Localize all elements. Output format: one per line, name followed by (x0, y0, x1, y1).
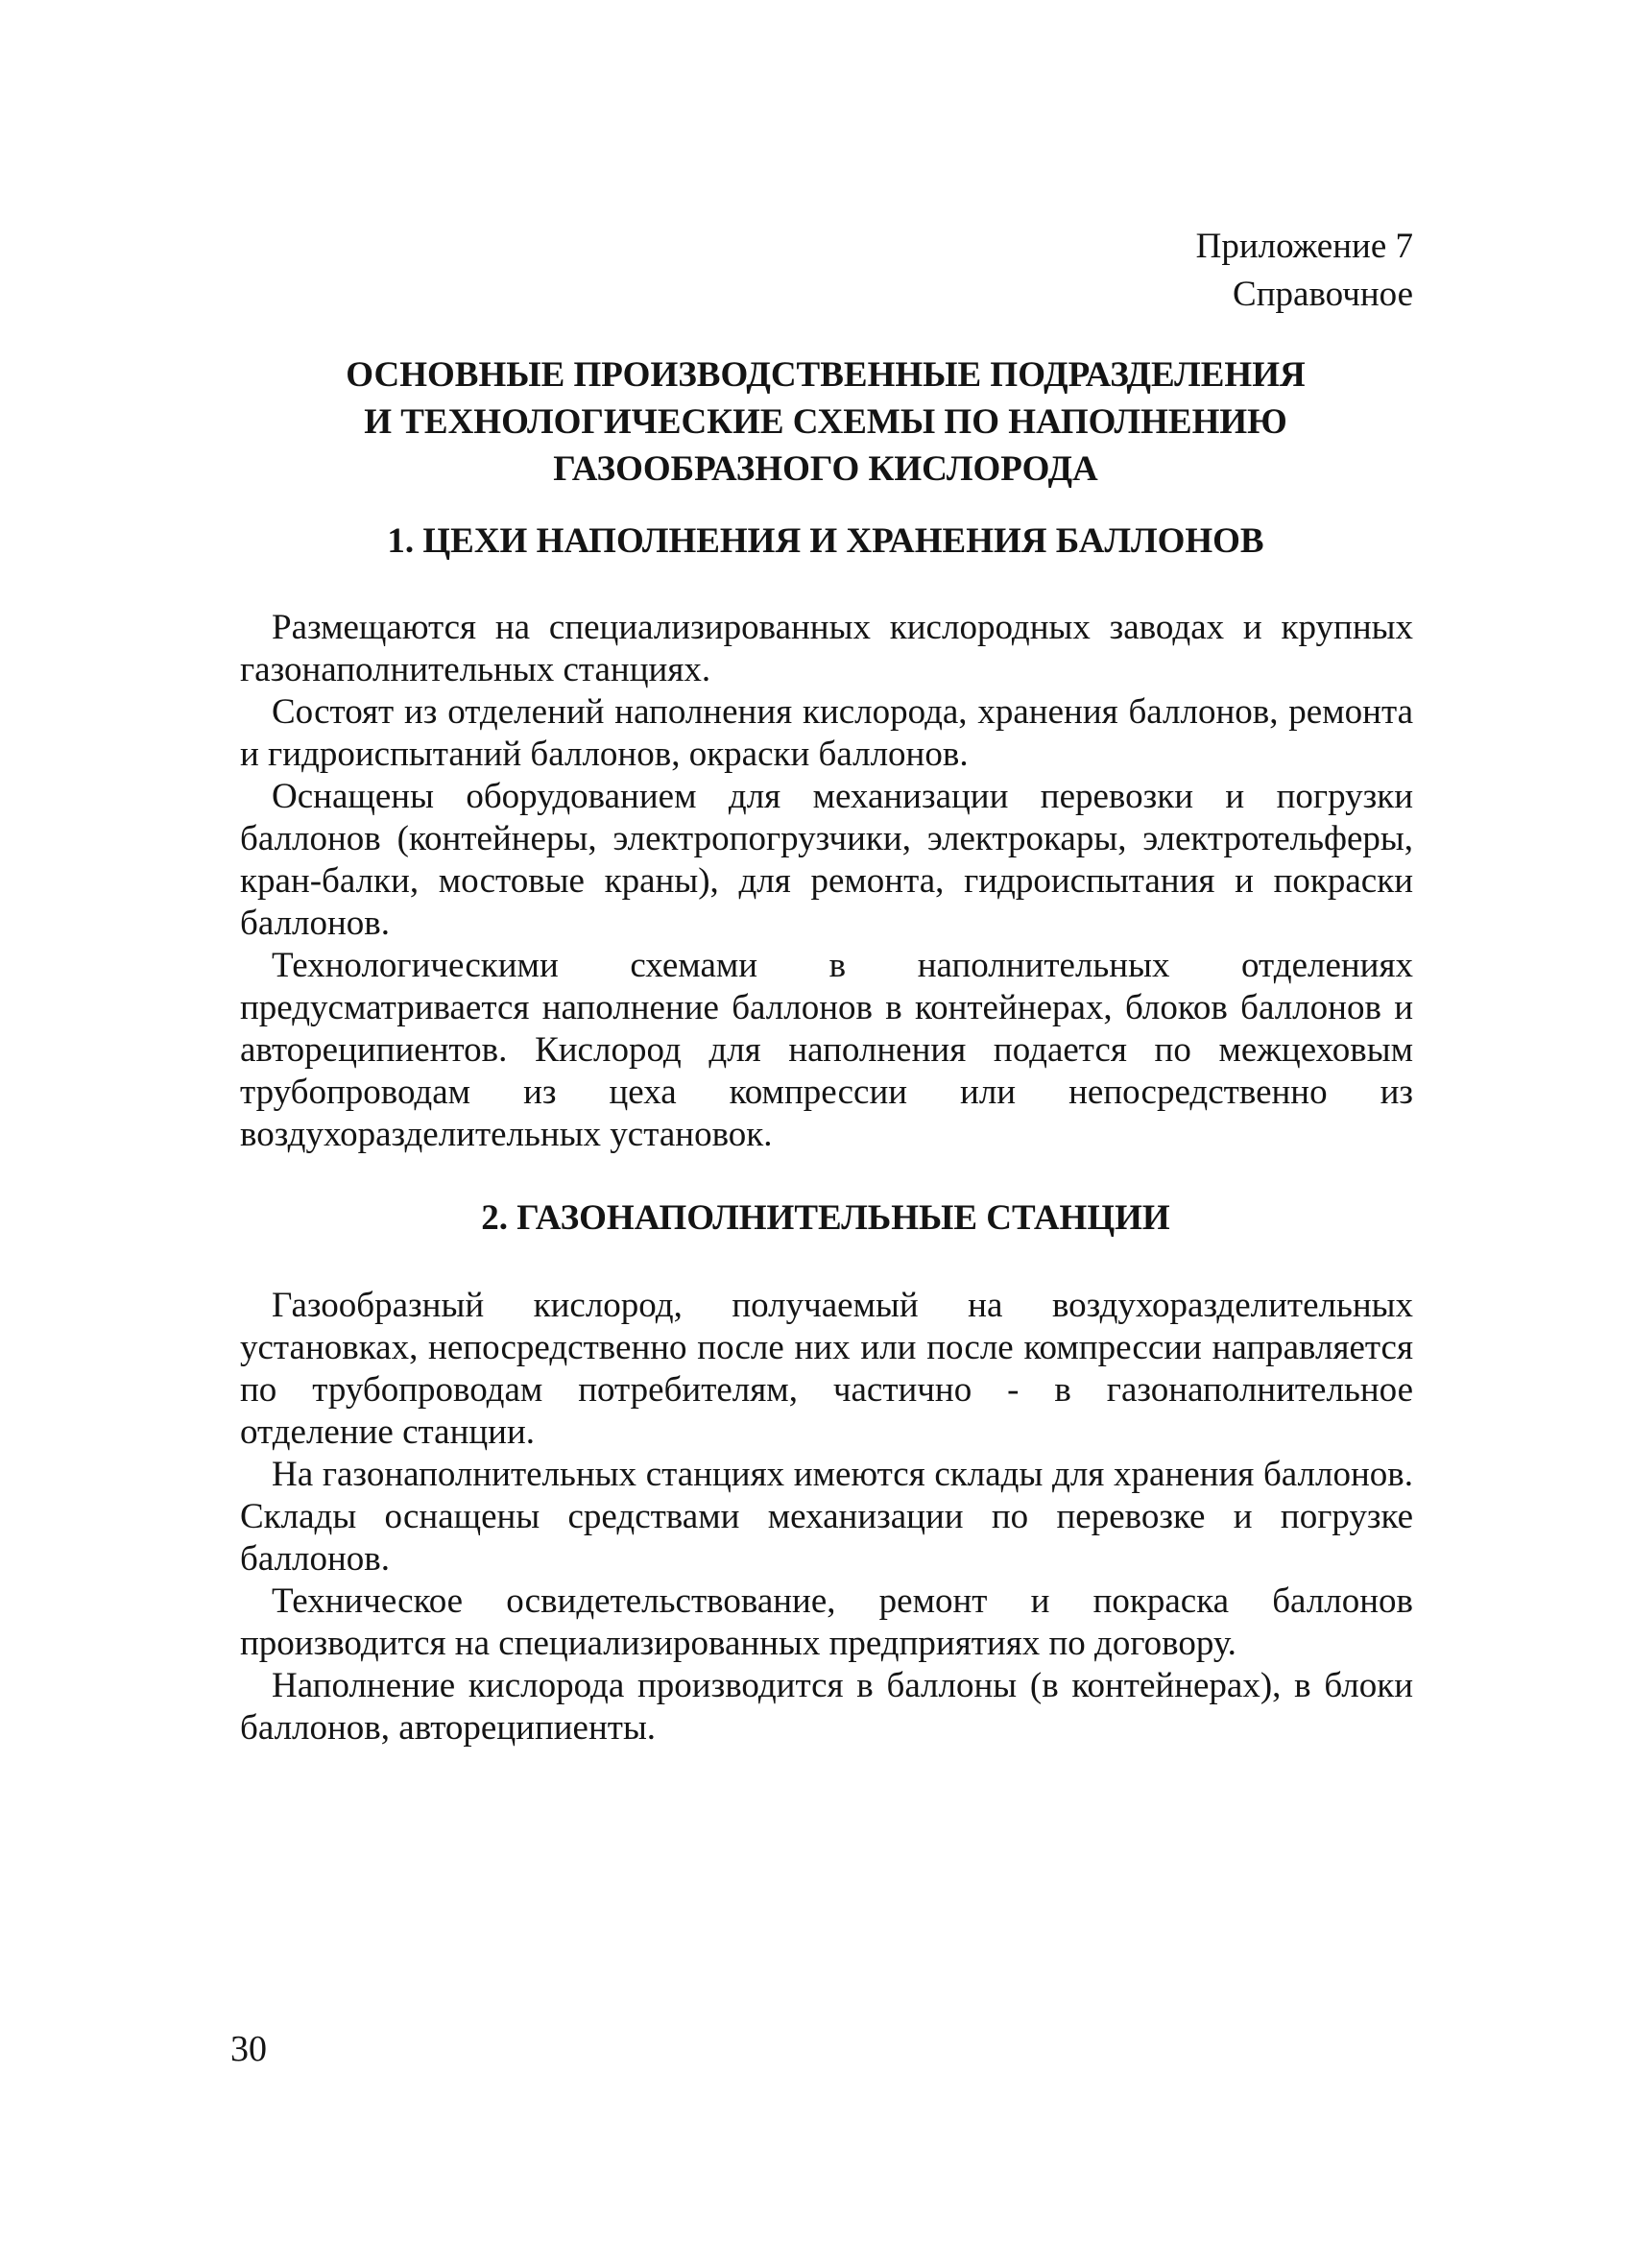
appendix-type: Справочное (1233, 275, 1413, 314)
paragraph: Состоят из отделений наполнения кислорода, хранения баллонов, ремонта и гидроиспытаний баллонов, окраски баллонов. (240, 692, 1413, 774)
section-2-heading: 2. ГАЗОНАПОЛНИТЕЛЬНЫЕ СТАНЦИИ (481, 1198, 1170, 1238)
appendix-header (1196, 223, 1413, 319)
appendix-label: Приложение 7 (1195, 227, 1413, 266)
section-1-body (240, 607, 1413, 1156)
title-line: И ТЕХНОЛОГИЧЕСКИЕ СХЕМЫ ПО НАПОЛНЕНИЮ (364, 402, 1287, 442)
page-number: 30 (230, 2029, 267, 2069)
paragraph: Оснащены оборудованием для механизации перевозки и погрузки баллонов (контейнеры, электропогрузчики, электрокары, электротельферы, кран-балки, мостовые краны), для ремонта, гидроиспытания и покраски баллонов. (240, 777, 1413, 943)
section-2-body (240, 1285, 1413, 1749)
paragraph: Техническое освидетельствование, ремонт и покраска баллонов производится на специализированных предприятиях по договору. (240, 1581, 1413, 1663)
section-1-heading: 1. ЦЕХИ НАПОЛНЕНИЯ И ХРАНЕНИЯ БАЛЛОНОВ (387, 521, 1264, 561)
title-line: ГАЗООБРАЗНОГО КИСЛОРОДА (553, 449, 1098, 489)
paragraph: Наполнение кислорода производится в баллоны (в контейнерах), в блоки баллонов, автореципиенты. (240, 1666, 1413, 1748)
document-title (240, 351, 1411, 493)
paragraph: На газонаполнительных станциях имеются склады для хранения баллонов. Склады оснащены средствами механизации по перевозке и погрузке баллонов. (240, 1455, 1413, 1579)
paragraph: Технологическими схемами в наполнительных отделениях предусматривается наполнение баллонов в контейнерах, блоков баллонов и автореципиентов. Кислород для наполнения подается по межцеховым трубопроводам из цеха компрессии или непосредственно из воздухоразделительных установок. (240, 946, 1413, 1154)
paragraph: Размещаются на специализированных кислородных заводах и крупных газонаполнительных станциях. (240, 608, 1413, 689)
title-line: ОСНОВНЫЕ ПРОИЗВОДСТВЕННЫЕ ПОДРАЗДЕЛЕНИЯ (346, 355, 1306, 395)
paragraph: Газообразный кислород, получаемый на воздухоразделительных установках, непосредственно после них или после компрессии направляется по трубопроводам потребителям, частично - в газонаполнительное отделение станции. (240, 1286, 1413, 1452)
